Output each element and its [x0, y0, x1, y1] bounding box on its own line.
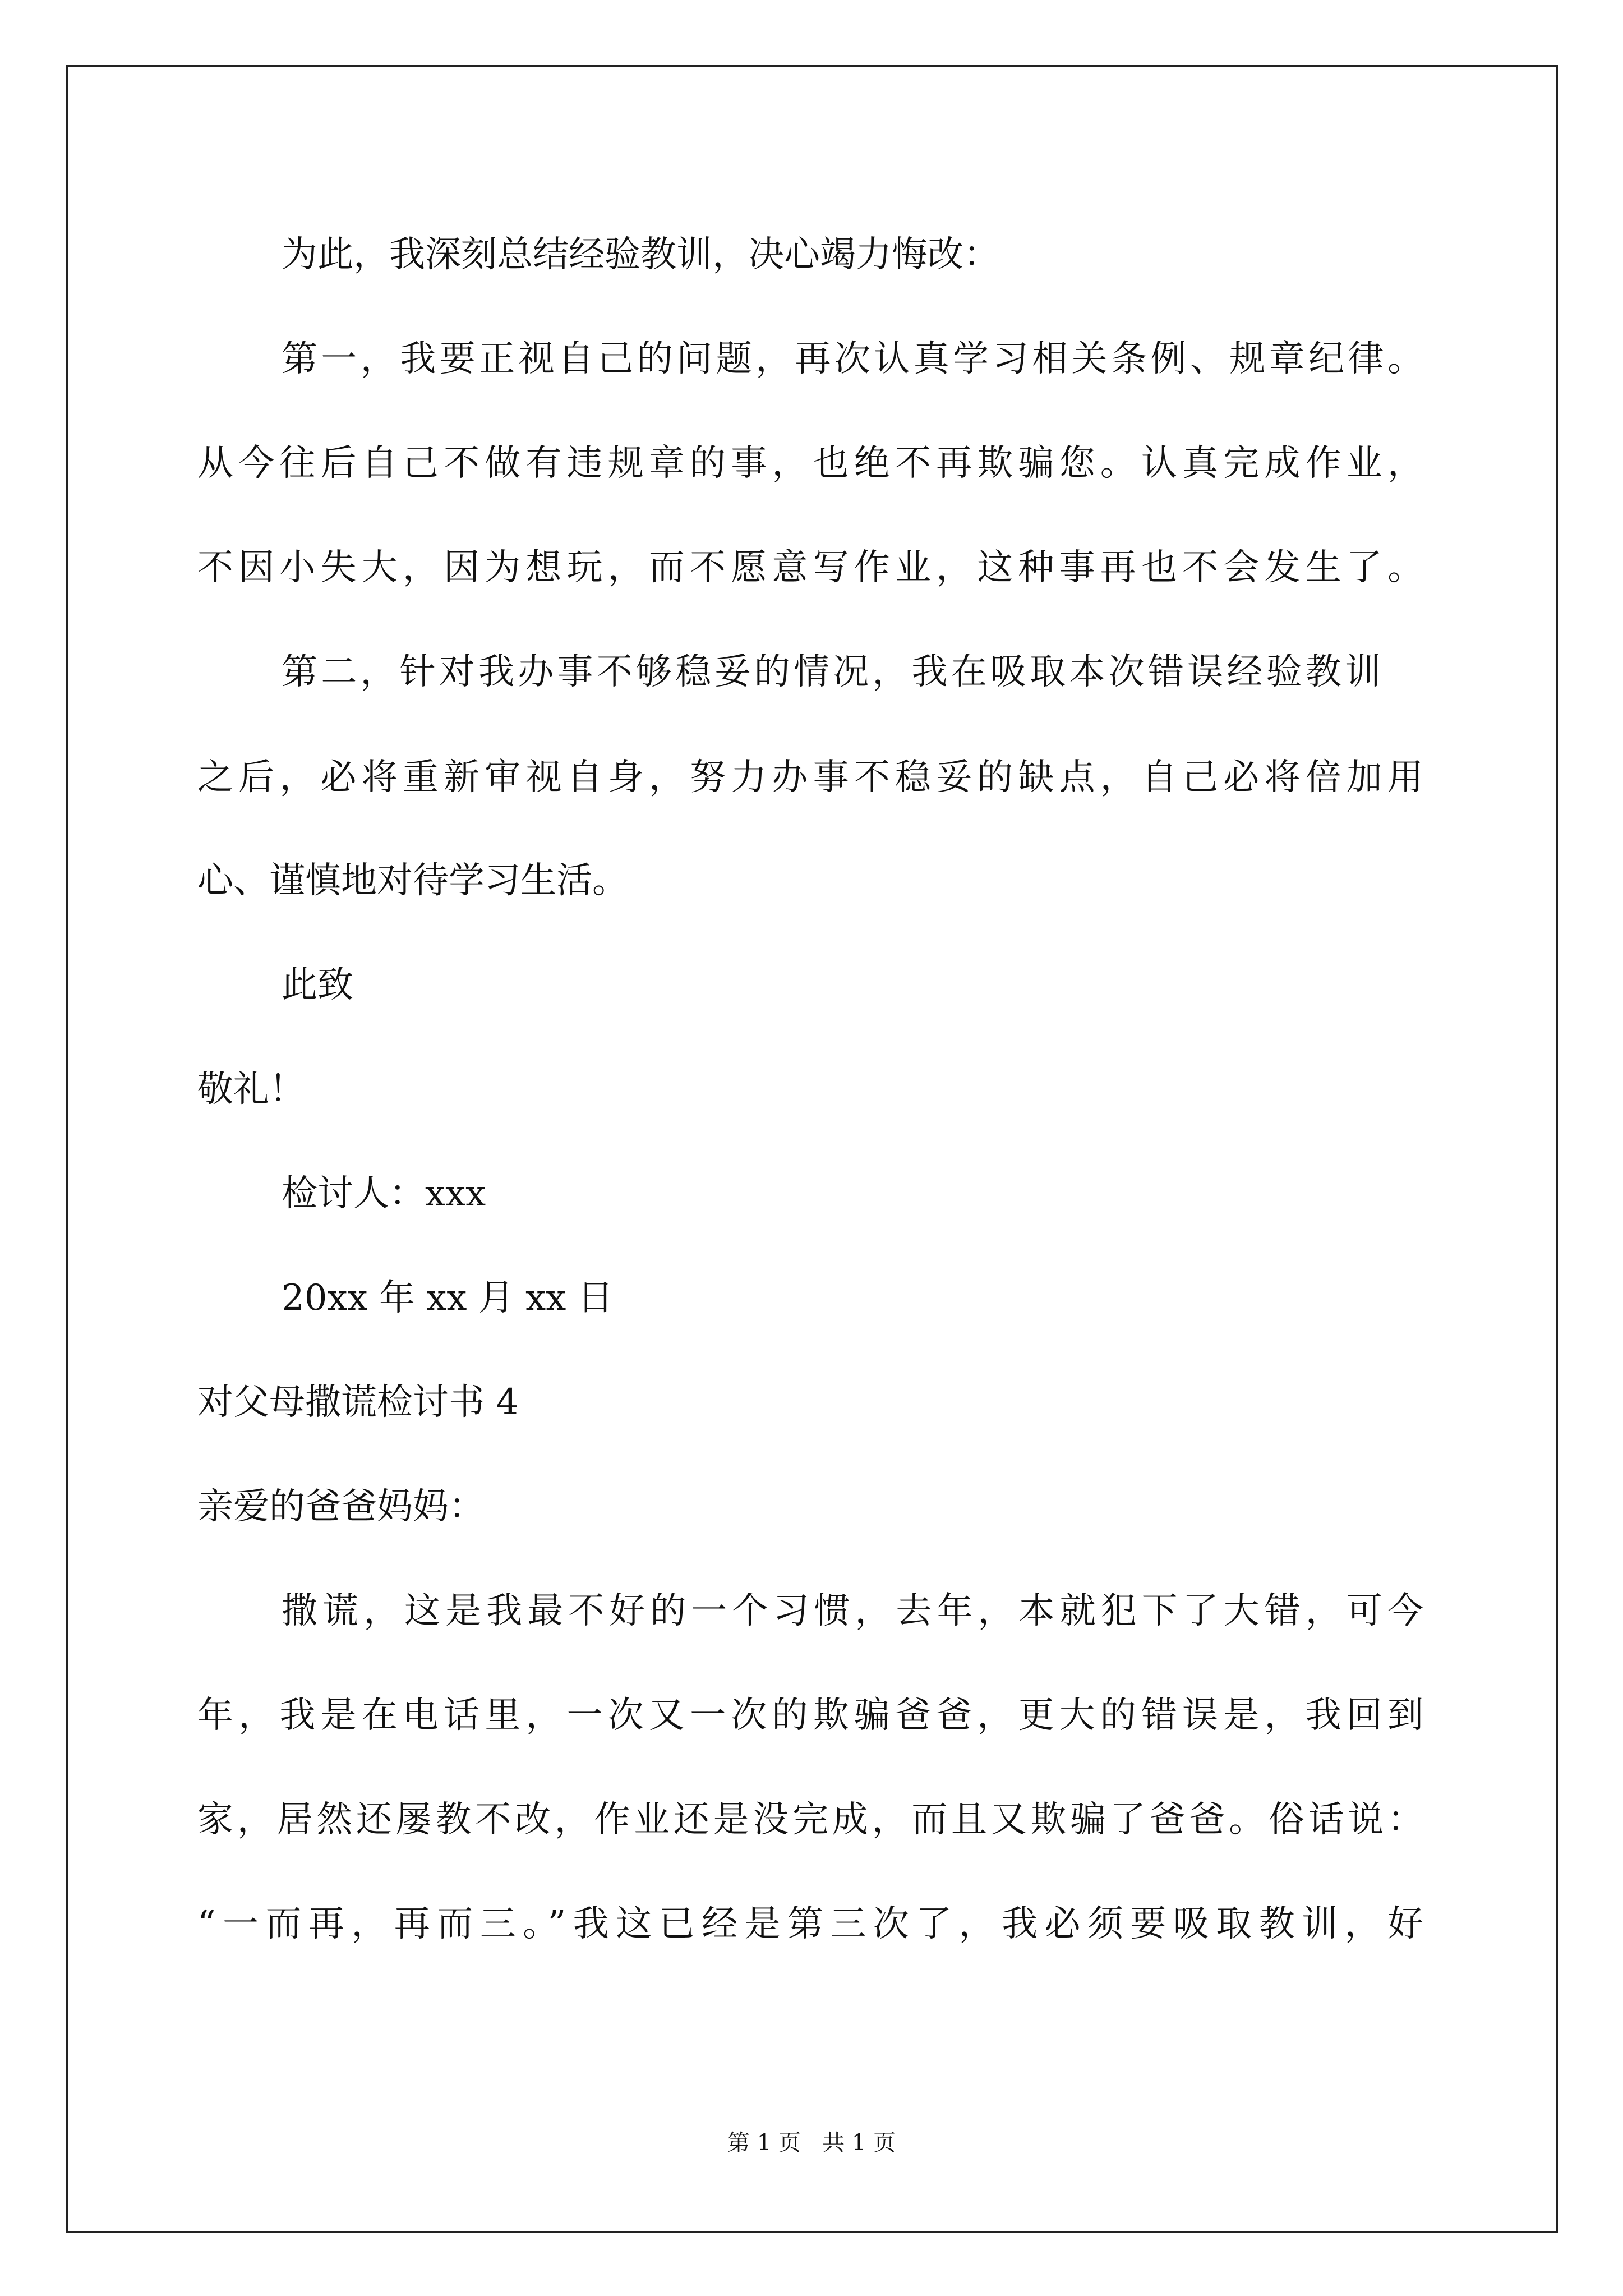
- paragraph-line: 心、谨慎地对待学习生活。: [197, 860, 628, 901]
- signature-line: 检讨人：xxx: [282, 1173, 486, 1214]
- paragraph-line: 之后，必将重新审视自身，努力办事不稳妥的缺点，自己必将倍加用: [197, 757, 1423, 798]
- closing-respect: 敬礼！: [197, 1069, 305, 1110]
- paragraph-line: 家，居然还屡教不改，作业还是没完成，而且又欺骗了爸爸。俗话说：: [197, 1799, 1423, 1841]
- date-line: 20xx 年 xx 月 xx 日: [282, 1277, 614, 1319]
- greeting-line: 亲爱的爸爸妈妈：: [197, 1486, 485, 1527]
- paragraph-line: 从今往后自己不做有违规章的事，也绝不再欺骗您。认真完成作业，: [197, 443, 1423, 484]
- paragraph-line: 不因小失大，因为想玩，而不愿意写作业，这种事再也不会发生了。: [197, 547, 1423, 588]
- paragraph-line: 第一，我要正视自己的问题，再次认真学习相关条例、规章纪律。: [282, 338, 1423, 380]
- page-footer: 第 1 页 共 1 页: [727, 2130, 896, 2156]
- paragraph-line: 撒谎，这是我最不好的一个习惯，去年，本就犯下了大错，可今: [282, 1590, 1423, 1632]
- paragraph-line: 第二，针对我办事不够稳妥的情况，我在吸取本次错误经验教训: [282, 651, 1381, 693]
- paragraph-line: 为此，我深刻总结经验教训，决心竭力悔改：: [282, 234, 999, 275]
- section-title: 对父母撒谎检讨书 4: [197, 1382, 519, 1423]
- closing-salutation: 此致: [282, 964, 353, 1006]
- paragraph-line: 年，我是在电话里，一次又一次的欺骗爸爸，更大的错误是，我回到: [197, 1695, 1423, 1736]
- paragraph-line: “一而再，再而三。”我这已经是第三次了，我必须要吸取教训，好: [197, 1903, 1423, 1945]
